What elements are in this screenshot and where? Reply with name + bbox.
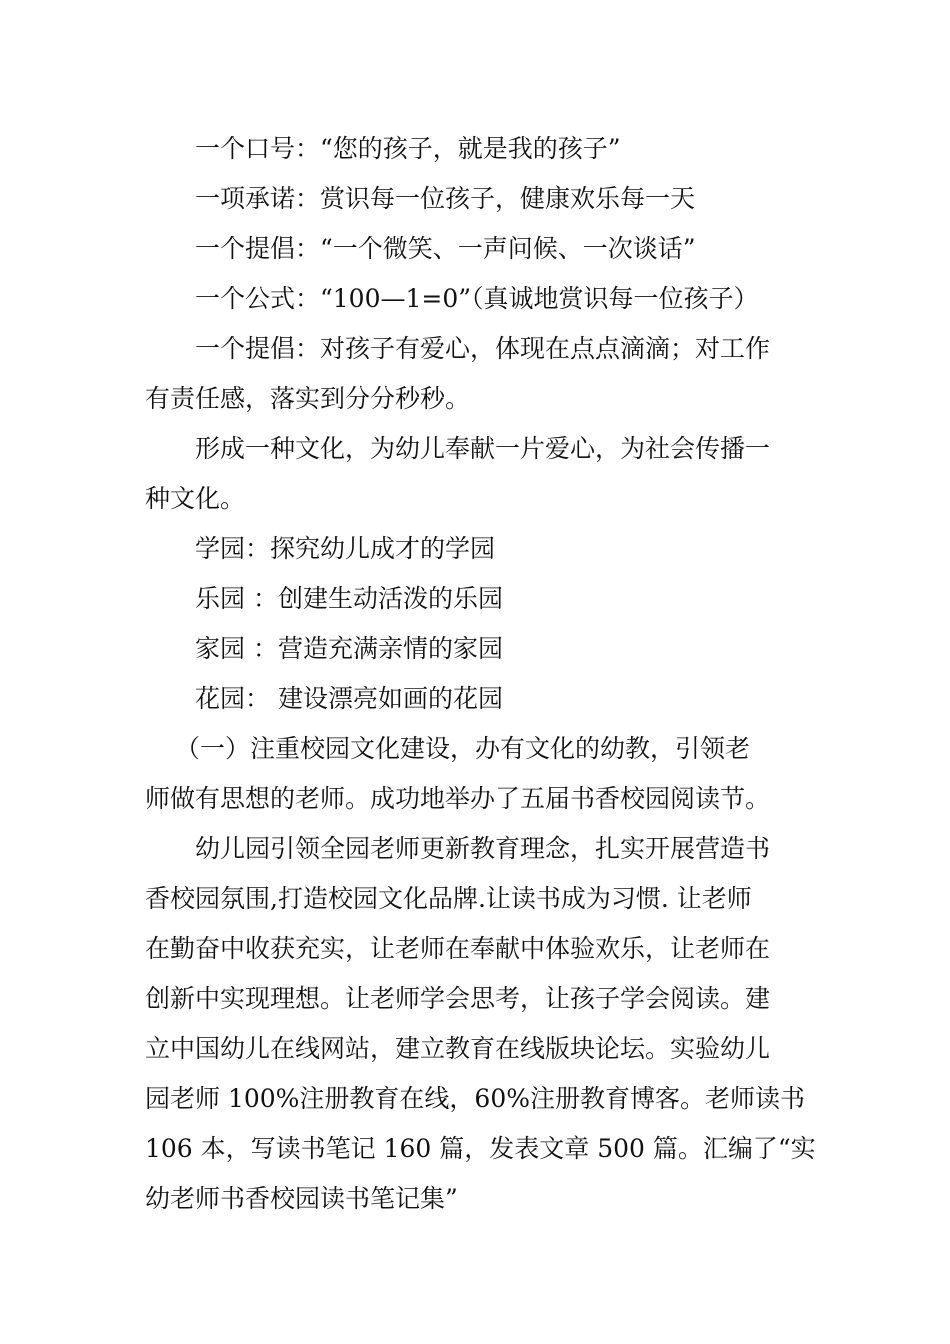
advocacy-line: 一个提倡：“一个微笑、一声问候、一次谈话” (195, 234, 696, 263)
section-one-heading-line-continued: 师做有思想的老师。成功地举办了五届书香校园阅读节。 (145, 784, 771, 813)
body-paragraph-line: 在勤奋中收获充实，让老师在奉献中体验欢乐，让老师在 (145, 934, 771, 963)
formula-line: 一个公式：“100—1=0”（真诚地赏识每一位孩子） (195, 284, 759, 313)
slogan-line: 一个口号：“您的孩子，就是我的孩子” (195, 134, 621, 163)
culture-paragraph-line: 形成一种文化，为幼儿奉献一片爱心，为社会传播一 (195, 434, 771, 463)
body-paragraph-line: 幼老师书香校园读书笔记集” (145, 1184, 458, 1213)
body-paragraph-line: 香校园氛围,打造校园文化品牌.让读书成为习惯. 让老师 (145, 884, 752, 913)
happy-garden-line: 乐园 ：创建生动活泼的乐园 (195, 584, 503, 613)
document-body (145, 124, 816, 1224)
body-paragraph-line: 106 本，写读书笔记 160 篇，发表文章 500 篇。汇编了“实 (145, 1134, 816, 1163)
body-paragraph-line: 幼儿园引领全园老师更新教育理念，扎实开展营造书 (195, 834, 771, 863)
promise-line: 一项承诺：赏识每一位孩子，健康欢乐每一天 (195, 184, 696, 213)
body-paragraph-line: 园老师 100%注册教育在线，60%注册教育博客。老师读书 (145, 1084, 805, 1113)
flower-garden-line: 花园： 建设漂亮如画的花园 (195, 684, 503, 713)
advocacy-line-2-continued: 有责任感，落实到分分秒秒。 (145, 384, 471, 413)
culture-paragraph-line-continued: 种文化。 (145, 484, 246, 513)
section-one-heading-line: （一）注重校园文化建设，办有文化的幼教，引领老 (175, 734, 751, 763)
body-paragraph-line: 立中国幼儿在线网站，建立教育在线版块论坛。实验幼儿 (145, 1034, 771, 1063)
advocacy-line-2: 一个提倡：对孩子有爱心，体现在点点滴滴；对工作 (195, 334, 771, 363)
home-garden-line: 家园 ：营造充满亲情的家园 (195, 634, 503, 663)
learning-garden-line: 学园：探究幼儿成才的学园 (195, 534, 496, 563)
body-paragraph-line: 创新中实现理想。让老师学会思考，让孩子学会阅读。建 (145, 984, 771, 1013)
